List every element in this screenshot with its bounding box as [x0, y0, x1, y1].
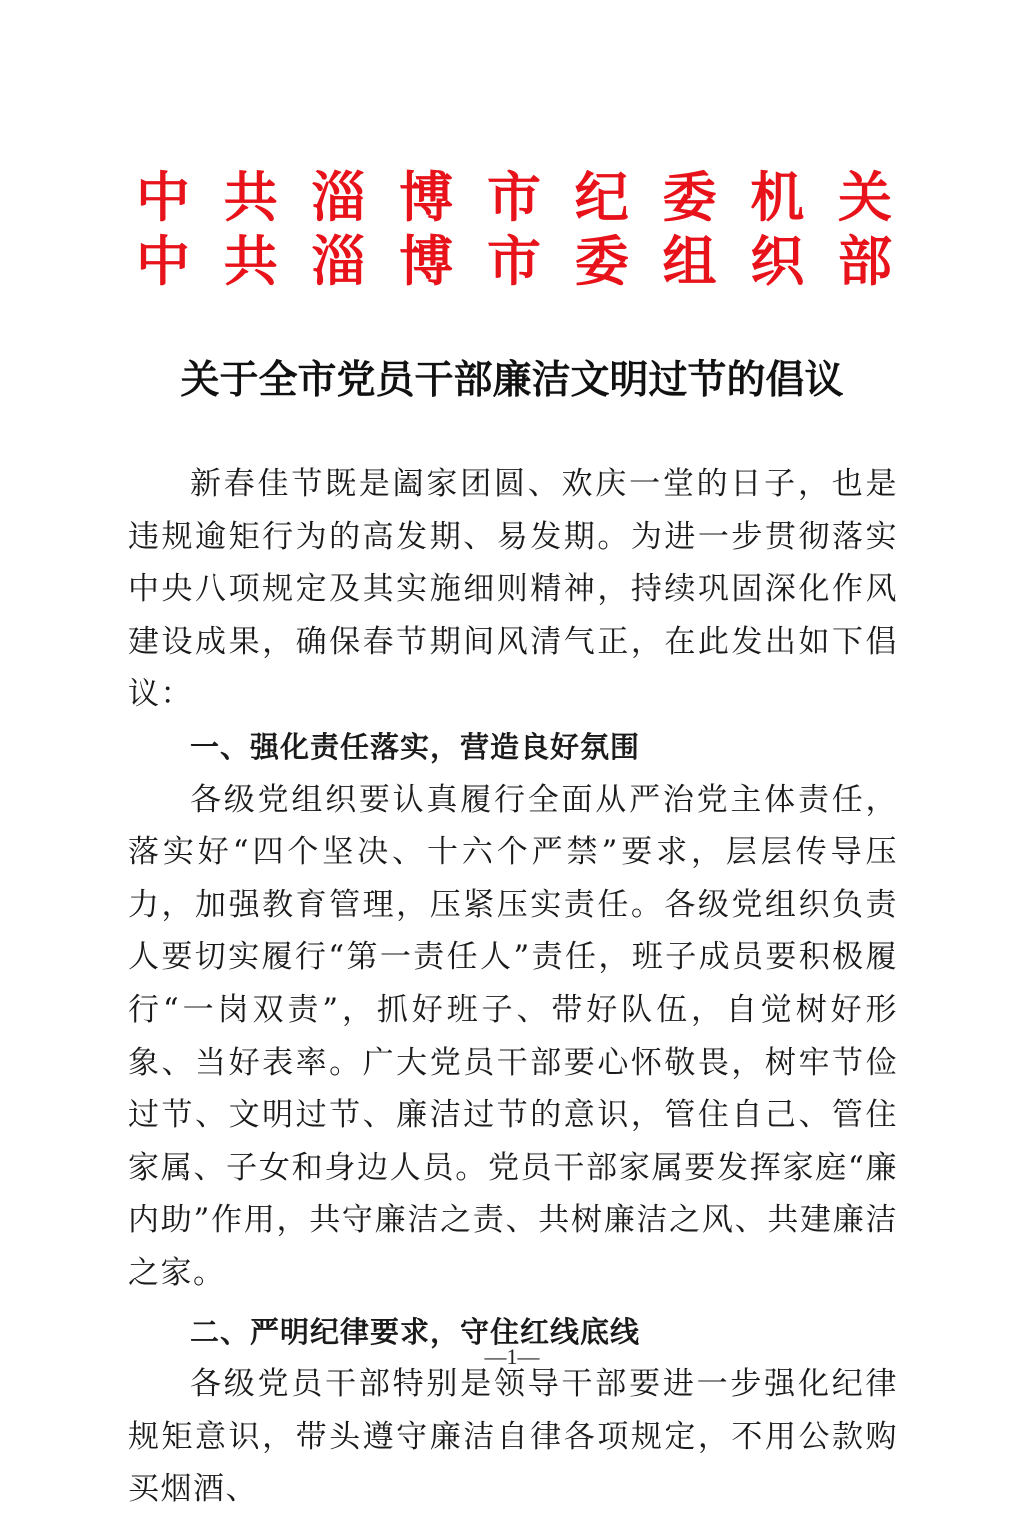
header-char: 委	[574, 229, 629, 293]
header-char: 中	[136, 165, 190, 229]
header-char: 委	[662, 165, 717, 229]
header-char: 博	[399, 165, 454, 229]
header-char: 组	[662, 229, 717, 293]
header-char: 博	[399, 229, 454, 293]
header-char: 共	[223, 229, 278, 293]
issuing-org-commission	[134, 166, 894, 228]
document-title: 关于全市党员干部廉洁文明过节的倡议	[180, 357, 844, 403]
header-char: 部	[838, 229, 892, 293]
header-char: 中	[136, 229, 190, 293]
issuing-org-organization-dept	[134, 230, 894, 292]
section-1-paragraph: 各级党组织要认真履行全面从严治党主体责任，落实好“四个坚决、十六个严禁”要求，层层传导压力，加强教育管理，压紧压实责任。各级党组织负责人要切实履行“第一责任人”责任，班子成员要积极履行“一岗双责”，抓好班子、带好队伍，自觉树好形象、当好表率。广大党员干部要心怀敬畏，树牢节俭过节、文明过节、廉洁过节的意识，管住自己、管住家属、子女和身边人员。党员干部家属要发挥家庭“廉内助”作用，共守廉洁之责、共树廉洁之风、共建廉洁之家。	[128, 781, 898, 1291]
header-char: 共	[223, 165, 278, 229]
section-1-heading: 一、强化责任落实，营造良好氛围	[190, 729, 641, 764]
header-char: 淄	[311, 229, 366, 293]
section-2-paragraph: 各级党员干部特别是领导干部要进一步强化纪律规矩意识，带头遵守廉洁自律各项规定，不用公款购买烟酒、	[128, 1366, 898, 1508]
header-char: 机	[750, 165, 805, 229]
section-2-heading: 二、严明纪律要求，守住红线底线	[190, 1314, 641, 1349]
intro-paragraph: 新春佳节既是阖家团圆、欢庆一堂的日子，也是违规逾矩行为的高发期、易发期。为进一步贯彻落实中央八项规定及其实施细则精神，持续巩固深化作风建设成果，确保春节期间风清气正，在此发出如下倡议：	[128, 466, 898, 713]
page-number: —1—	[484, 1344, 540, 1369]
header-char: 织	[750, 229, 805, 293]
header-char: 关	[838, 165, 892, 229]
header-char: 市	[487, 229, 541, 293]
header-char: 淄	[311, 165, 366, 229]
header-char: 市	[487, 165, 541, 229]
header-char: 纪	[574, 165, 629, 229]
